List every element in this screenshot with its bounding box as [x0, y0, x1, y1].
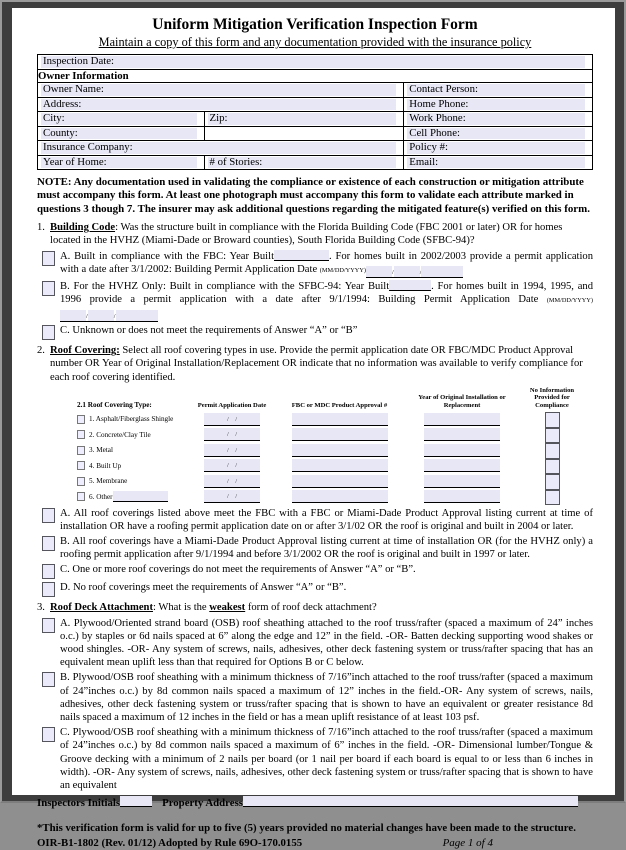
noinfo-1-checkbox[interactable]: [545, 412, 560, 428]
zip-label: Zip:: [209, 112, 228, 124]
year-of-home-label: Year of Home:: [43, 155, 107, 168]
question-number: 3.: [37, 602, 45, 614]
q2-option-d: [42, 581, 593, 597]
work-phone-field[interactable]: [407, 113, 585, 125]
q3-option-a-text: A. Plywood/Oriented strand board (OSB) roof sheathing attached to the roof truss/rafter (spaced a maximum of 24” inches o.c.) by staples or 6d nails spaced at 6” along the edge and 12” in the field. -OR- Batten decking supporting wood shakes or wood shingles. -OR- Any system of screws, nails, adhesives, other deck fastening system or truss/rafter spacing that has an equivalent mean uplift less than that required for Options B or C below.: [60, 617, 593, 669]
owner-name-field[interactable]: [41, 84, 396, 96]
page-number: Page 1 of 4: [442, 836, 493, 849]
q3-option-c: [42, 726, 593, 792]
q1-option-b: [42, 280, 593, 322]
date-format-hint: (MM/DD/YYYY): [319, 266, 366, 274]
rooftype-label: 5. Membrane: [89, 477, 128, 486]
q2-option-a: [42, 507, 593, 533]
date-format-hint: (MM/DD/YYYY): [546, 297, 593, 305]
year-of-home-field[interactable]: [41, 157, 197, 169]
table-row: [38, 69, 593, 83]
form-footer: [37, 836, 593, 850]
rooftype-label: 1. Asphalt/Fiberglass Shingle: [89, 415, 174, 424]
contact-person-field[interactable]: [407, 84, 585, 96]
address-field[interactable]: [41, 99, 396, 111]
fbc-approval-field[interactable]: [292, 475, 388, 488]
table-row: [38, 83, 593, 98]
page-title: Uniform Mitigation Verification Inspection Form: [152, 16, 478, 33]
q3-option-c-text: C. Plywood/OSB roof sheathing with a minimum thickness of 7/16”inch attached to the roof truss/rafter (spaced a maximum of 24”inches o.c.) by 8d common nails spaced a maximum of 6” inches in the field. -OR- Dimensional lumber/Tongue & Groove decking with a minimum of 2 nails per board (or 1 nail per board if each board is equal to or less than 6 inches in width). -OR- Any system of screws, nails, adhesives, other deck fastening system or truss/rafter spacing that is shown to have an equivalent: [60, 727, 593, 792]
table-row: [38, 141, 593, 156]
q3-option-b-text: B. Plywood/OSB roof sheathing with a minimum thickness of 7/16”inch attached to the roof truss/rafter (spaced a maximum of 24”inches o.c.) by 8d common nails spaced a maximum of 12” inches in the field.-OR- Any system of screws, nails, adhesives, other deck fastening system or truss/rafter spacing that is shown to have an equivalent or greater resistance 8d nails spaced a maximum of 12 inches in the field or has a mean uplift resistance of at least 103 psf.: [60, 672, 593, 724]
noinfo-4-checkbox[interactable]: [545, 459, 560, 475]
year-installation-field[interactable]: [424, 475, 500, 488]
q2-option-b-checkbox[interactable]: [42, 536, 55, 551]
inspection-date-label: Inspection Date:: [43, 55, 115, 67]
fbc-approval-field[interactable]: [292, 459, 388, 472]
roof-covering-table: [67, 387, 612, 505]
rooftype-3-checkbox[interactable]: [77, 446, 85, 455]
email-label: Email:: [409, 155, 439, 168]
q1-a-permit-date-field[interactable]: [366, 266, 464, 278]
table-row: [38, 55, 593, 70]
city-label: City:: [43, 112, 65, 124]
rooftype-other-field[interactable]: [113, 491, 168, 502]
fbc-approval-field[interactable]: [292, 428, 388, 441]
address-label: Address:: [43, 97, 82, 110]
noinfo-6-checkbox[interactable]: [545, 490, 560, 506]
q1-option-a-text: A. Built in compliance with the FBC: Year Built . For homes built in 2002/2003 provide a permit application with a date after 3/1/2002: Building Permit Application Date (MM/DD/YYYY): [60, 250, 593, 278]
q3-option-b-checkbox[interactable]: [42, 672, 55, 687]
contact-person-label: Contact Person:: [409, 83, 478, 95]
policy-number-field[interactable]: [407, 142, 585, 154]
q2-option-a-checkbox[interactable]: [42, 508, 55, 523]
year-installation-field[interactable]: [424, 459, 500, 472]
permit-date-field[interactable]: / /: [204, 490, 260, 503]
q1-option-a-checkbox[interactable]: [42, 251, 55, 266]
rooftype-label: 2. Concrete/Clay Tile: [89, 430, 151, 439]
q3-option-a: [42, 617, 593, 670]
col-header-year-installation: Year of Original Installation or Replacement: [418, 394, 506, 410]
question-3-roof-deck-attachment: [37, 601, 593, 792]
cell-phone-field[interactable]: [407, 128, 585, 140]
inspection-date-field[interactable]: [41, 56, 585, 68]
rooftype-2-checkbox[interactable]: [77, 430, 85, 439]
insurance-company-field[interactable]: [41, 142, 396, 154]
question-1-building-code: [37, 221, 593, 340]
county-label: County:: [43, 126, 78, 139]
noinfo-2-checkbox[interactable]: [545, 428, 560, 444]
col-header-roof-covering-type: 2.1 Roof Covering Type:: [77, 401, 152, 410]
inspectors-initials-label: Inspectors Initials: [37, 797, 121, 810]
work-phone-label: Work Phone:: [409, 112, 466, 124]
email-field[interactable]: [407, 157, 585, 169]
q1-option-c-text: C. Unknown or does not meet the requirements of Answer “A” or “B”: [60, 325, 358, 337]
noinfo-3-checkbox[interactable]: [545, 443, 560, 459]
question-2-roof-covering: [37, 344, 593, 597]
signature-line: [37, 796, 593, 810]
form-id: OIR-B1-1802 (Rev. 01/12) Adopted by Rule 69O-170.0155: [37, 836, 303, 849]
col-header-fbc-approval: FBC or MDC Product Approval #: [291, 402, 388, 410]
home-phone-label: Home Phone:: [409, 97, 469, 110]
col-header-no-information: No Information Provided for Compliance: [529, 386, 575, 410]
q2-option-c: [42, 563, 593, 579]
permit-date-field[interactable]: / /: [204, 428, 260, 441]
fbc-approval-field[interactable]: [292, 444, 388, 457]
q1-option-b-checkbox[interactable]: [42, 281, 55, 296]
fbc-approval-field[interactable]: [292, 413, 388, 426]
table-row: [38, 155, 593, 170]
q3-option-c-checkbox[interactable]: [42, 727, 55, 742]
q2-option-d-text: D. No roof coverings meet the requirements of Answer “A” or “B”.: [60, 582, 347, 594]
question-number: 2.: [37, 345, 45, 357]
year-installation-field[interactable]: [424, 444, 500, 457]
policy-number-label: Policy #:: [409, 141, 448, 153]
rooftype-4-checkbox[interactable]: [77, 461, 85, 470]
city-field[interactable]: [41, 113, 197, 125]
q1-a-year-built-field[interactable]: [274, 250, 329, 261]
question-2-heading: Roof Covering: Select all roof covering types in use. Provide the permit application date OR FBC/MDC Product Approval number OR Year of Original Installation/Replacement OR indicate that no information was available to verify compliance for each roof covering identified.: [50, 345, 583, 383]
q1-option-a: [42, 250, 593, 278]
stories-field[interactable]: [208, 157, 397, 169]
question-3-heading: Roof Deck Attachment: What is the weakest form of roof deck attachment?: [50, 602, 377, 614]
table-row: [38, 97, 593, 112]
rooftype-label: 3. Metal: [89, 446, 113, 455]
year-installation-field[interactable]: [424, 428, 500, 441]
year-installation-field[interactable]: [424, 490, 500, 503]
rooftype-5-checkbox[interactable]: [77, 477, 85, 486]
q1-b-permit-date-field[interactable]: [60, 310, 158, 322]
q2-option-a-text: A. All roof coverings listed above meet the FBC with a FBC or Miami-Dade Product Approval listing current at time of installation OR have a roofing permit application date on or after 3/1/02 OR the roof is original and built in 2004 or later.: [60, 507, 593, 532]
owner-information-header: Owner Information: [38, 69, 593, 83]
permit-date-field[interactable]: / /: [204, 475, 260, 488]
q2-option-c-checkbox[interactable]: [42, 564, 55, 579]
property-address-label: Property Address: [162, 797, 243, 810]
table-row: [38, 126, 593, 141]
q1-option-b-text: B. For the HVHZ Only: Built in compliance with the SFBC-94: Year Built . For homes built in 1994, 1995, and 1996 provide a permit application with a date after 9/1/1994: Building Permit Application Date (MM/DD/YYYY): [60, 280, 593, 322]
page-subtitle: Maintain a copy of this form and any documentation provided with the insurance policy: [98, 35, 532, 49]
note-paragraph: NOTE: Any documentation used in validating the compliance or existence of each construction or mitigation attribute must accompany this form. At least one photograph must accompany this form to validate each attribute marked in questions 3 though 7. The insurer may ask additional questions regarding the mitigated feature(s) verified on this form.: [37, 176, 590, 215]
insurance-company-label: Insurance Company:: [43, 141, 133, 153]
q1-b-year-built-field[interactable]: [389, 280, 431, 291]
question-1-heading: Building Code: Was the structure built in compliance with the Florida Building Code (FBC 2001 or later) OR for homes located in the HVHZ (Miami-Dade or Broward counties), South Florida Building Code (SFBC-94)?: [50, 222, 563, 247]
rooftype-label: 4. Built Up: [89, 461, 122, 470]
permit-date-field[interactable]: / /: [204, 444, 260, 457]
zip-field[interactable]: [208, 113, 397, 125]
q1-option-c-checkbox[interactable]: [42, 325, 55, 340]
q3-option-b: [42, 671, 593, 724]
rooftype-6-checkbox[interactable]: [77, 492, 85, 501]
owner-name-label: Owner Name:: [43, 83, 104, 95]
noinfo-5-checkbox[interactable]: [545, 474, 560, 490]
q3-option-a-checkbox[interactable]: [42, 618, 55, 633]
rooftype-label: 6. Other: [89, 492, 113, 501]
county-field[interactable]: [41, 128, 197, 140]
q2-option-d-checkbox[interactable]: [42, 582, 55, 597]
inspectors-initials-field[interactable]: [120, 796, 152, 807]
rooftype-1-checkbox[interactable]: [77, 415, 85, 424]
empty-cell: [204, 126, 404, 141]
validity-note: *This verification form is valid for up to five (5) years provided no material changes have been made to the structure.: [37, 822, 576, 835]
owner-information-table: [37, 54, 593, 170]
year-installation-field[interactable]: [424, 413, 500, 426]
stories-label: # of Stories:: [209, 155, 263, 168]
col-header-permit-date: Permit Application Date: [197, 402, 267, 410]
q2-option-c-text: C. One or more roof coverings do not meet the requirements of Answer “A” or “B”.: [60, 564, 416, 576]
q2-option-b-text: B. All roof coverings have a Miami-Dade Product Approval listing current at time of installation OR (for the HVHZ only) a roofing permit application after 9/1/1994 and before 3/1/2002 OR the roof is original and built in 1997 or later.: [60, 536, 593, 561]
home-phone-field[interactable]: [407, 99, 585, 111]
permit-date-field[interactable]: / /: [204, 459, 260, 472]
fbc-approval-field[interactable]: [292, 490, 388, 503]
pdf-form-page: [12, 8, 615, 849]
cell-phone-label: Cell Phone:: [409, 126, 460, 139]
table-row: [38, 112, 593, 127]
q2-option-b: [42, 535, 593, 561]
property-address-field[interactable]: [243, 796, 578, 807]
q1-option-c: [42, 324, 593, 340]
permit-date-field[interactable]: / /: [204, 413, 260, 426]
question-number: 1.: [37, 222, 45, 234]
